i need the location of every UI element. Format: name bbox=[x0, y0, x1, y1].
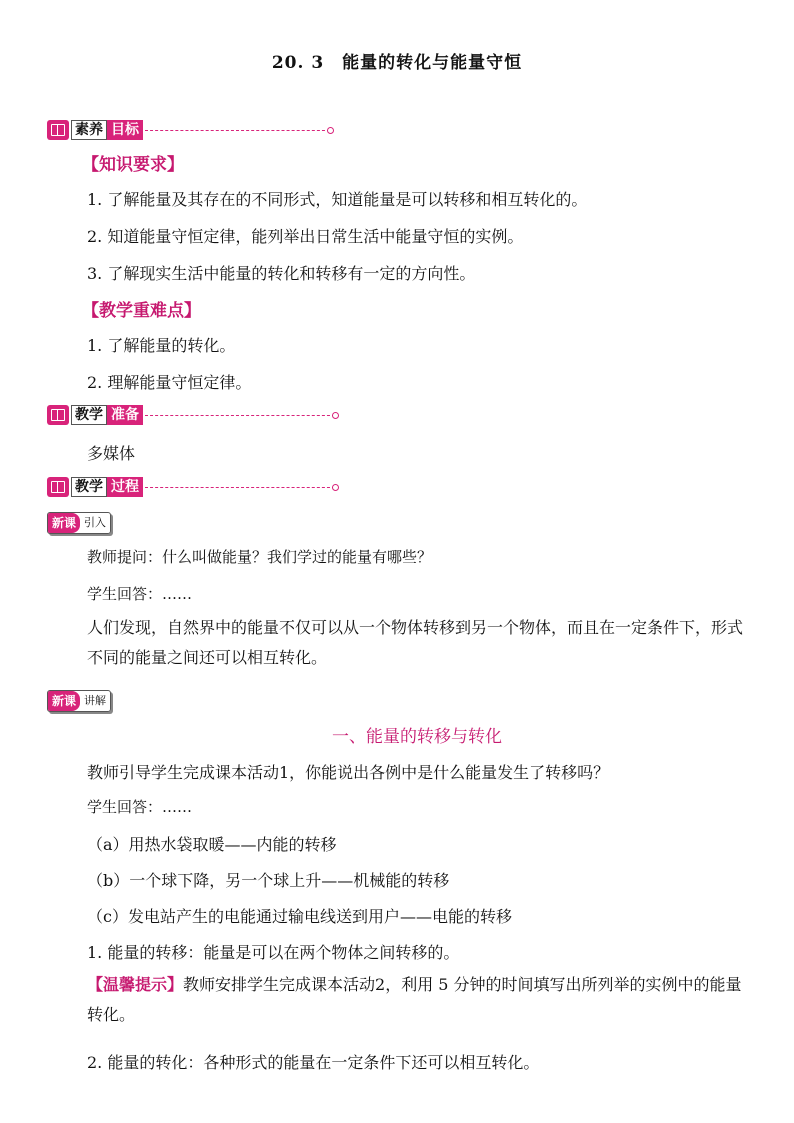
section-label-b: 目标 bbox=[107, 120, 143, 140]
point-conversion: 2. 能量的转化：各种形式的能量在一定条件下还可以相互转化。 bbox=[87, 1053, 540, 1072]
knowledge-item-1: 1. 了解能量及其存在的不同形式，知道能量是可以转移和相互转化的。 bbox=[87, 190, 588, 209]
knowledge-item-3: 3. 了解现实生活中能量的转化和转移有一定的方向性。 bbox=[87, 264, 476, 283]
book-icon bbox=[47, 477, 69, 497]
badge-label-a: 新课 bbox=[48, 691, 80, 711]
part1-heading: 一、能量的转移与转化 bbox=[332, 727, 502, 747]
point-transfer: 1. 能量的转移：能量是可以在两个物体之间转移的。 bbox=[87, 943, 460, 962]
tip-paragraph bbox=[87, 970, 749, 1030]
section-divider bbox=[145, 415, 335, 416]
intro-badge bbox=[47, 512, 111, 534]
intro-answer: 学生回答：…… bbox=[87, 585, 193, 603]
tip-text: 教师安排学生完成课本活动2，利用 5 分钟的时间填写出所列举的实例中的能量转化。 bbox=[87, 975, 742, 1024]
section-header-goals bbox=[47, 119, 330, 141]
section-header-process bbox=[47, 476, 335, 498]
tip-label: 【温馨提示】 bbox=[87, 975, 184, 994]
section-header-preparation bbox=[47, 404, 335, 426]
difficulty-item-1: 1. 了解能量的转化。 bbox=[87, 336, 236, 355]
section-label-b: 准备 bbox=[107, 405, 143, 425]
difficulty-item-2: 2. 理解能量守恒定律。 bbox=[87, 373, 252, 392]
book-icon bbox=[47, 405, 69, 425]
knowledge-heading: 【知识要求】 bbox=[82, 155, 184, 175]
section-label-a: 素养 bbox=[71, 120, 107, 140]
part1-answer: 学生回答：…… bbox=[87, 798, 193, 816]
intro-question: 教师提问：什么叫做能量？我们学过的能量有哪些？ bbox=[87, 548, 433, 566]
book-icon bbox=[47, 120, 69, 140]
knowledge-item-2: 2. 知道能量守恒定律，能列举出日常生活中能量守恒的实例。 bbox=[87, 227, 524, 246]
part1-question: 教师引导学生完成课本活动1，你能说出各例中是什么能量发生了转移吗？ bbox=[87, 763, 610, 782]
section-label-b: 过程 bbox=[107, 477, 143, 497]
badge-label-b: 讲解 bbox=[84, 694, 107, 707]
section-divider bbox=[145, 130, 330, 131]
example-c: （c）发电站产生的电能通过输电线送到用户——电能的转移 bbox=[87, 907, 512, 926]
intro-paragraph: 人们发现，自然界中的能量不仅可以从一个物体转移到另一个物体，而且在一定条件下，形式不同的能量之间还可以相互转化。 bbox=[87, 618, 744, 667]
badge-label-a: 新课 bbox=[48, 513, 80, 533]
example-b: （b）一个球下降，另一个球上升——机械能的转移 bbox=[87, 871, 450, 890]
example-a: （a）用热水袋取暖——内能的转移 bbox=[87, 835, 337, 854]
explain-badge bbox=[47, 690, 111, 712]
difficulty-heading: 【教学重难点】 bbox=[82, 301, 201, 321]
section-label-a: 教学 bbox=[71, 405, 107, 425]
preparation-content: 多媒体 bbox=[87, 444, 136, 463]
section-label-a: 教学 bbox=[71, 477, 107, 497]
section-divider bbox=[145, 487, 335, 488]
page-title: 20. 3 能量的转化与能量守恒 bbox=[271, 53, 523, 73]
badge-label-b: 引入 bbox=[84, 516, 107, 529]
